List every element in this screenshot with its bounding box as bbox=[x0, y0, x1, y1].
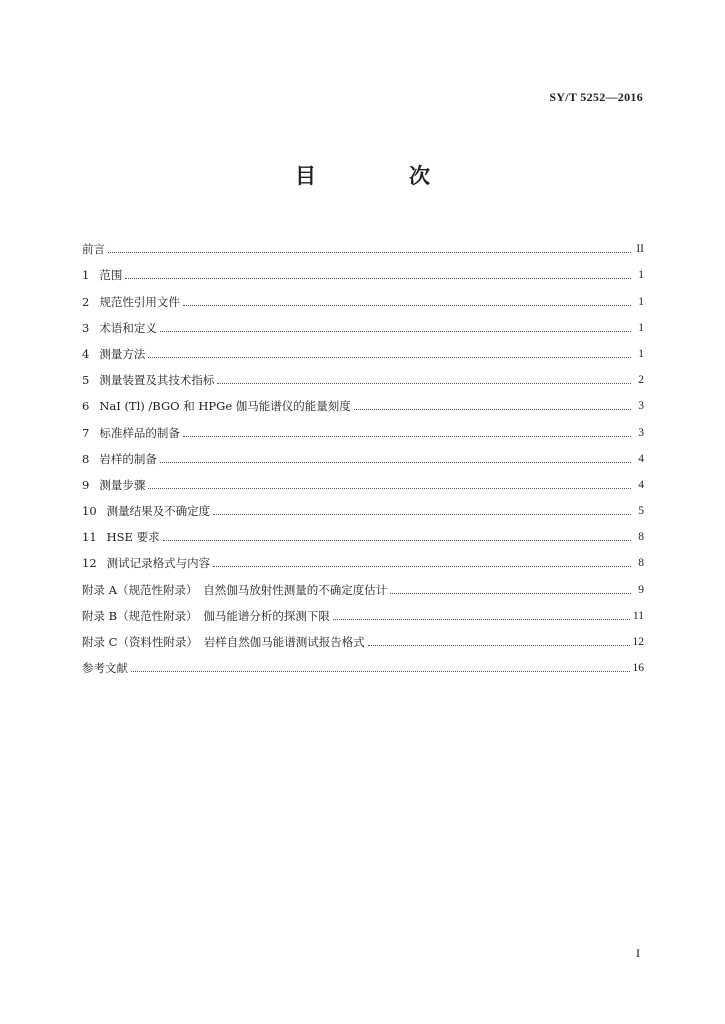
toc-entry-page: 4 bbox=[638, 452, 644, 465]
toc-entry-number: 2 bbox=[82, 294, 90, 309]
toc-leader-dots bbox=[217, 383, 631, 384]
toc-entry-number: 6 bbox=[82, 399, 90, 414]
toc-entry[interactable] bbox=[82, 570, 644, 596]
toc-entry-page: II bbox=[636, 243, 644, 256]
toc-entry-label: 附录 B（规范性附录） 伽马能谱分析的探测下限 bbox=[82, 608, 330, 623]
toc-entry[interactable] bbox=[82, 256, 644, 282]
toc-leader-dots bbox=[131, 671, 630, 672]
toc-entry-number: 9 bbox=[82, 477, 90, 492]
toc-leader-dots bbox=[213, 566, 631, 567]
toc-entry-number: 11 bbox=[82, 530, 97, 545]
toc-entry-label: 测量步骤 bbox=[99, 477, 146, 492]
toc-entry-number: 5 bbox=[82, 373, 90, 388]
toc-entry[interactable] bbox=[82, 544, 644, 570]
toc-entry-page: 12 bbox=[632, 636, 644, 648]
toc-leader-dots bbox=[183, 305, 631, 306]
toc-leader-dots bbox=[163, 540, 631, 541]
toc-entry[interactable] bbox=[82, 466, 644, 492]
toc-leader-dots bbox=[183, 436, 631, 437]
toc-entry-number: 8 bbox=[82, 451, 90, 466]
toc-entry[interactable] bbox=[82, 361, 644, 387]
toc-leader-dots bbox=[333, 619, 630, 620]
toc-entry-number: 12 bbox=[82, 556, 97, 571]
toc-entry[interactable] bbox=[82, 492, 644, 518]
toc-entry-page: 1 bbox=[638, 347, 644, 360]
page-number: I bbox=[636, 946, 640, 960]
toc-leader-dots bbox=[390, 593, 631, 594]
standard-code: SY/T 5252—2016 bbox=[549, 90, 643, 104]
toc-entry-page: 3 bbox=[638, 426, 644, 439]
toc-entry-page: 1 bbox=[638, 321, 644, 334]
toc-entry-label: 标准样品的制备 bbox=[99, 425, 180, 440]
toc-entry[interactable] bbox=[82, 623, 644, 649]
toc-leader-dots bbox=[354, 409, 631, 410]
toc-leader-dots bbox=[213, 514, 631, 515]
toc-leader-dots bbox=[160, 462, 631, 463]
toc-entry-label: 测量方法 bbox=[99, 346, 146, 361]
toc-entry-page: 16 bbox=[632, 662, 644, 675]
toc-entry[interactable] bbox=[82, 309, 644, 335]
toc-entry-page: 3 bbox=[638, 400, 644, 413]
toc-leader-dots bbox=[148, 488, 631, 489]
toc-entry-label: 规范性引用文件 bbox=[99, 294, 180, 309]
toc-entry-label: 测量装置及其技术指标 bbox=[99, 373, 215, 388]
toc-leader-dots bbox=[108, 252, 631, 253]
toc-entry-label: HSE 要求 bbox=[106, 530, 160, 545]
toc-entry-page: 1 bbox=[638, 269, 644, 282]
toc-entry-page: 1 bbox=[638, 295, 644, 308]
toc-entry-label: 岩样的制备 bbox=[99, 451, 157, 466]
toc-entry-page: 2 bbox=[638, 374, 644, 387]
toc-entry-label: 附录 C（资料性附录） 岩样自然伽马能谱测试报告格式 bbox=[82, 635, 365, 649]
toc-entry-page: 8 bbox=[638, 531, 644, 544]
toc-entry-number: 3 bbox=[82, 320, 90, 335]
table-of-contents bbox=[82, 230, 644, 675]
toc-entry[interactable] bbox=[82, 282, 644, 308]
toc-entry-label: 参考文献 bbox=[82, 661, 128, 676]
toc-leader-dots bbox=[160, 331, 631, 332]
toc-entry[interactable] bbox=[82, 335, 644, 361]
toc-entry[interactable] bbox=[82, 649, 644, 675]
toc-entry[interactable] bbox=[82, 597, 644, 623]
toc-entry-label: 附录 A（规范性附录） 自然伽马放射性测量的不确定度估计 bbox=[82, 582, 388, 597]
toc-entry-page: 11 bbox=[632, 609, 644, 622]
toc-entry-number: 4 bbox=[82, 346, 90, 361]
toc-entry-number: 10 bbox=[82, 504, 97, 519]
toc-entry-number: 1 bbox=[82, 268, 90, 283]
toc-entry-label: 术语和定义 bbox=[99, 320, 157, 335]
toc-leader-dots bbox=[125, 278, 631, 279]
toc-entry-label: 范围 bbox=[99, 268, 123, 283]
toc-entry-number: 7 bbox=[82, 425, 90, 440]
toc-entry-label: 测量结果及不确定度 bbox=[106, 504, 211, 519]
toc-entry[interactable] bbox=[82, 440, 644, 466]
toc-entry-page: 9 bbox=[638, 583, 644, 596]
toc-entry-page: 4 bbox=[638, 478, 644, 491]
toc-entry-page: 8 bbox=[638, 557, 644, 570]
toc-entry[interactable] bbox=[82, 230, 644, 256]
toc-entry[interactable] bbox=[82, 518, 644, 544]
toc-leader-dots bbox=[148, 357, 631, 358]
toc-entry[interactable] bbox=[82, 387, 644, 413]
toc-entry-label: NaI (Tl) /BGO 和 HPGe 伽马能谱仪的能量刻度 bbox=[99, 399, 351, 414]
toc-entry-label: 测试记录格式与内容 bbox=[106, 556, 211, 571]
toc-entry-label: 前言 bbox=[82, 242, 105, 257]
toc-entry-page: 5 bbox=[638, 505, 644, 518]
toc-leader-dots bbox=[368, 645, 630, 646]
page-title: 目 次 bbox=[295, 163, 466, 188]
toc-entry[interactable] bbox=[82, 413, 644, 439]
